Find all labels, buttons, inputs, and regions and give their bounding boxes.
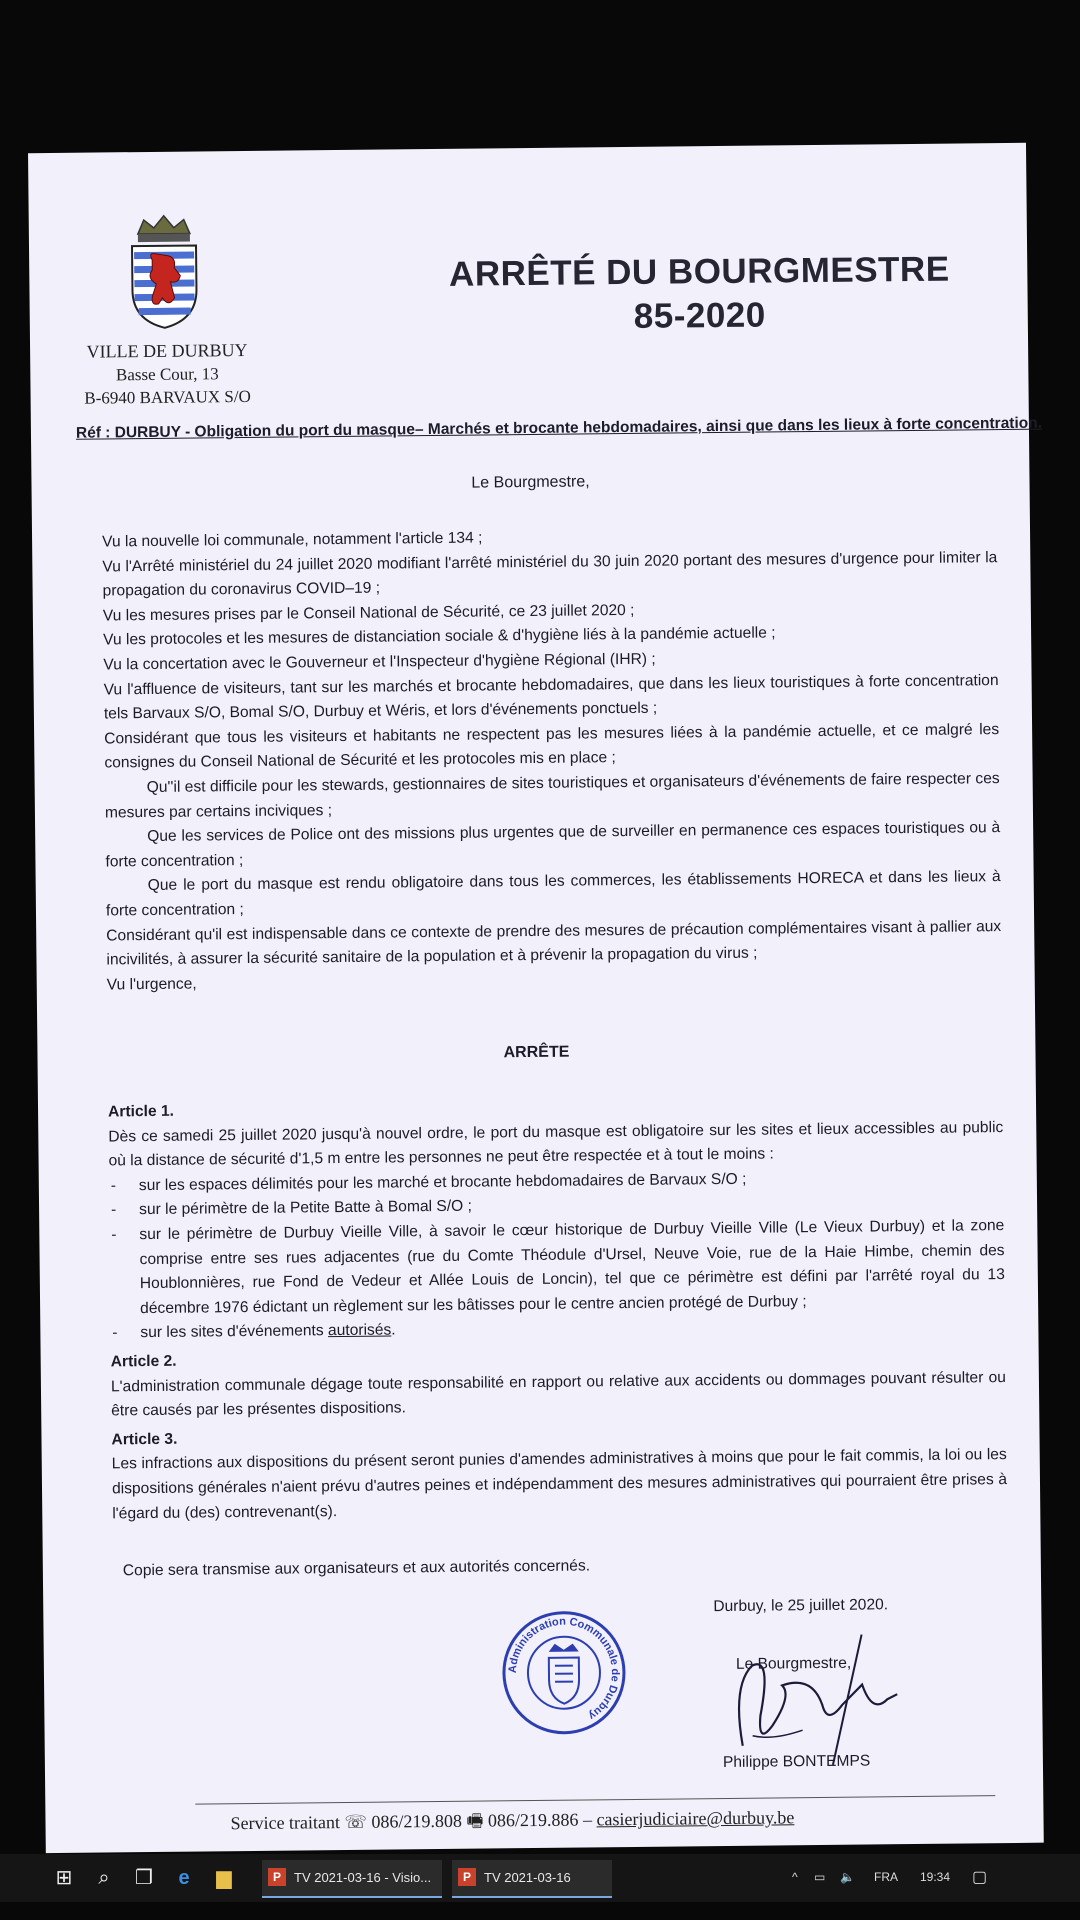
article-2-text: L'administration communale dégage toute responsabilité en rapport ou relative aux accidents ou dommages pouvant résulter ou être causés par les présentes dispositions. (110, 1368, 1006, 1420)
powerpoint-icon: P (268, 1868, 286, 1886)
address-line-1: Basse Cour, 13 (115, 364, 219, 385)
taskbar-app-powerpoint-2[interactable] (452, 1860, 612, 1898)
article-1-bullet: - sur les espaces délimités pour les marché et brocante hebdomadaires de Barvaux S/O ; (109, 1165, 1004, 1199)
considerations-block (102, 521, 1002, 998)
articles-block (108, 1087, 1007, 1526)
windows-taskbar (0, 1854, 1080, 1902)
consideration-indented: Qu''il est difficile pour les stewards, gestionnaires de sites touristiques et organisateurs d'événements de faire respecter ces mesures par certains inciviques ; (104, 770, 1000, 821)
language-indicator[interactable]: FRA (874, 1870, 898, 1884)
consideration: Vu l'urgence, (106, 975, 197, 994)
signatory-title: Le Bourgmestre, (735, 1654, 852, 1673)
salutation: Le Bourgmestre, (471, 473, 590, 492)
volume-icon[interactable]: 🔈 (840, 1870, 855, 1884)
task-view-icon[interactable]: ❐ (135, 1867, 153, 1889)
taskbar-app-powerpoint[interactable] (262, 1860, 442, 1898)
footer-contact (230, 1805, 794, 1841)
consideration-indented: Que le port du masque est rendu obligatoire dans tous les commerces, les établissements HORECA et dans les lieux à forte concentration ; (105, 868, 1001, 920)
show-hidden-icons-icon[interactable]: ^ (792, 1870, 798, 1884)
fax-icon: 🖷 (466, 1810, 484, 1831)
consideration: Considérant qu'il est indispensable dans ce contexte de prendre des mesures de précaution complémentaires visant à pallier aux incivilités, à assurer la sécurité sanitaire de la population et à prévenir la propagation du virus ; (106, 917, 1002, 969)
battery-icon[interactable]: ▭ (814, 1870, 826, 1884)
bullet-prefix: sur les sites d'événements (140, 1322, 324, 1342)
article-1-bullet: - sur le périmètre de la Petite Batte à Bomal S/O ; (109, 1189, 1004, 1223)
article-3-heading: Article 3. (111, 1430, 178, 1449)
durbuy-coat-of-arms-icon (124, 211, 205, 332)
article-1-heading: Article 1. (107, 1102, 175, 1121)
footer-divider (195, 1795, 995, 1804)
phone-icon: ☏ (344, 1811, 368, 1833)
svg-text:Administration Communale de Du: Administration Communale de Durbuy (506, 1615, 622, 1722)
bullet-suffix: . (391, 1321, 396, 1339)
email-link[interactable]: casierjudiciaire@durbuy.be (596, 1807, 795, 1830)
signatory-name: Philippe BONTEMPS (722, 1752, 871, 1772)
address-line-2: B-6940 BARVAUX S/O (84, 386, 251, 408)
document-page (28, 143, 1044, 1853)
article-2-heading: Article 2. (110, 1352, 177, 1371)
consideration: Vu la nouvelle loi communale, notamment l'article 134 ; (102, 529, 483, 551)
fax-number: 086/219.886 (487, 1809, 579, 1831)
notifications-icon[interactable]: ▢ (972, 1869, 988, 1886)
document-title (419, 247, 980, 341)
footer-dash: – (582, 1809, 593, 1830)
title-line-1: ARRÊTÉ DU BOURGMESTRE (448, 249, 950, 294)
consideration: Considérant que tous les visiteurs et habitants ne respectent pas les mesures liées à la pandémie actuelle, et ce malgré les consignes du Conseil National de Sécurité et les protocoles mis en place ; (104, 720, 1000, 772)
article-3-text: Les infractions aux dispositions du présent seront punies d'amendes administratives à moins que pour le fait commis, la loi ou les dispositions générales n'aient prévu d'autres peines et indépendamment des mesures administratives qui pourraient être prises à l'égard du (des) contrevenant(s). (111, 1446, 1008, 1522)
service-label: Service traitant (230, 1812, 341, 1834)
powerpoint-icon: P (458, 1868, 476, 1886)
phone-number: 086/219.808 (371, 1810, 463, 1832)
arrete-heading: ARRÊTE (503, 1043, 570, 1062)
consideration: Vu la concertation avec le Gouverneur et l'Inspecteur d'hygiène Régional (IHR) ; (103, 650, 656, 674)
taskbar-app-label: TV 2021-03-16 - Visio... (294, 1870, 432, 1885)
ville-name: VILLE DE DURBUY (86, 339, 248, 362)
municipality-block (52, 339, 283, 410)
edge-browser-icon[interactable]: e (178, 1867, 190, 1889)
clock[interactable]: 19:34 (920, 1870, 951, 1884)
consideration: Vu les mesures prises par le Conseil National de Sécurité, ce 23 juillet 2020 ; (102, 601, 635, 625)
copy-notice: Copie sera transmise aux organisateurs et aux autorités concernés. (122, 1557, 591, 1580)
title-line-2: 85-2020 (633, 295, 766, 336)
consideration: Vu l'Arrêté ministériel du 24 juillet 2020 modifiant l'arrêté ministériel du 30 juin 2020 portant des mesures d'urgence pour limiter la propagation du coronavirus COVID–19 ; (102, 548, 998, 600)
official-stamp-icon (498, 1607, 629, 1738)
file-explorer-icon[interactable]: ▆ (216, 1867, 232, 1889)
search-icon[interactable]: ⌕ (98, 1867, 110, 1889)
article-1-bullet: - sur le périmètre de Durbuy Vieille Ville, à savoir le cœur historique de Durbuy Vieille Ville (Le Vieux Durbuy) et la zone comprise entre ses rues adjacentes (rue du Comte Théodule d'Ursel, Neuve Voie, rue de la Haie Himbe, chemin des Houblonnières, rue Fond de Vedeur et Allée Louis de Loncin), tel que ce périmètre est défini par l'arrêté royal du 13 décembre 1976 édictant un règlement sur les bâtisses pour le centre ancien protégé de Durbuy ; (109, 1214, 1005, 1322)
bullet-underlined: autorisés (327, 1321, 392, 1340)
consideration: Vu l'affluence de visiteurs, tant sur les marchés et brocante hebdomadaires, que dans les lieux touristiques à forte concentration tels Barvaux S/O, Bomal S/O, Durbuy et Wéris, et lors d'événements ponctuels ; (103, 671, 999, 723)
taskbar-app-label: TV 2021-03-16 (484, 1870, 571, 1885)
reference-line: Réf : DURBUY - Obligation du port du masque– Marchés et brocante hebdomadaires, ainsi que dans les lieux à forte concentration. (75, 414, 1043, 442)
windows-start-icon[interactable]: ⊞ (55, 1867, 73, 1889)
consideration-indented: Que les services de Police ont des missions plus urgentes que de surveiller en permanence ces espaces touristiques ou à forte concentration ; (105, 819, 1001, 871)
article-1-text: Dès ce samedi 25 juillet 2020 jusqu'à nouvel ordre, le port du masque est obligatoire sur les sites et lieux accessibles au public où la distance de sécurité d'1,5 m entre les personnes ne peut être respectée et à tout le moins : (108, 1118, 1004, 1170)
consideration: Vu les protocoles et les mesures de distanciation sociale & d'hygiène liés à la pandémie actuelle ; (103, 624, 776, 649)
place-date: Durbuy, le 25 juillet 2020. (713, 1596, 889, 1616)
